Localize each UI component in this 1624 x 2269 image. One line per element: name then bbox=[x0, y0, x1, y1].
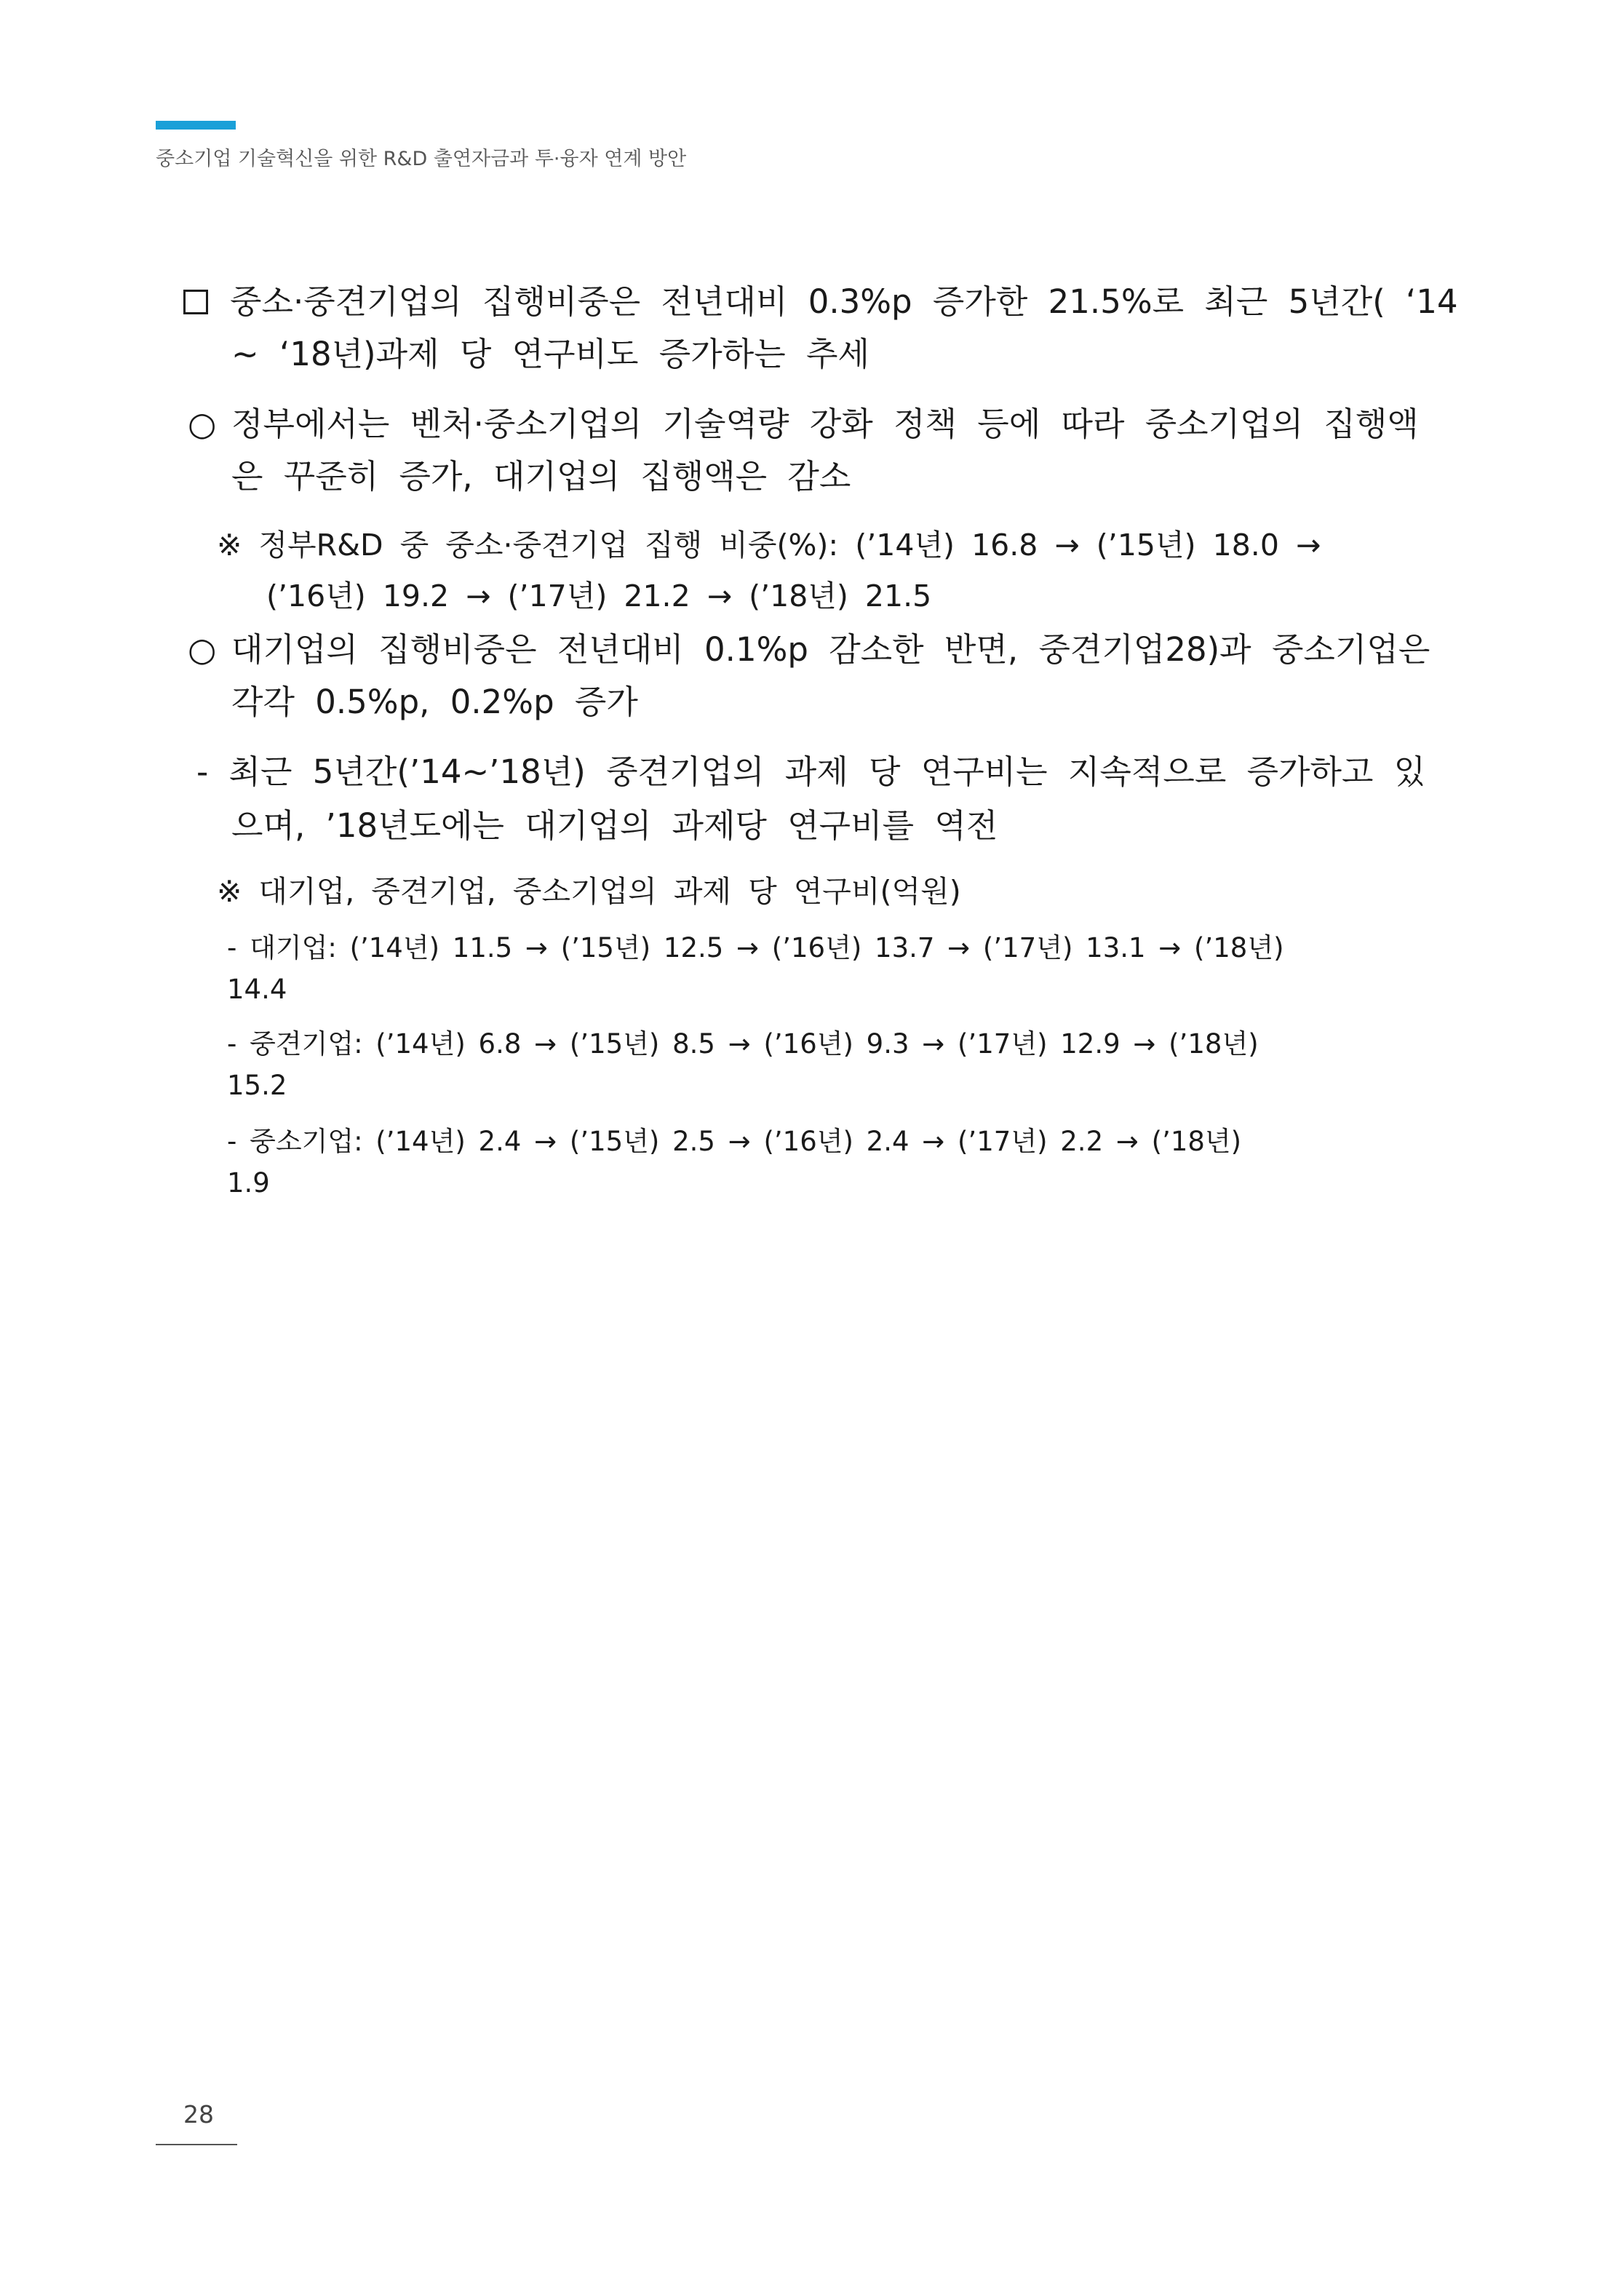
note-2-mid-firm-line-2: 15.2 bbox=[227, 1070, 287, 1101]
paragraph-heading-text-1: 중소·중견기업의 집행비중은 전년대비 0.3%p 증가한 21.5%로 최근 5년간( ‘14 bbox=[230, 282, 1458, 321]
dash-item-line-1: - 최근 5년간(’14~’18년) 중견기업의 과제 당 연구비는 지속적으로 증가하고 있 bbox=[196, 752, 1426, 791]
note-1-line-2: (’16년) 19.2 → (’17년) 21.2 → (’18년) 21.5 bbox=[266, 579, 932, 613]
note-2-small-firm-line-1: - 중소기업: (’14년) 2.4 → (’15년) 2.5 → (’16년) 2.4 → (’17년) 2.2 → (’18년) bbox=[227, 1126, 1242, 1157]
paragraph-heading-line-1 bbox=[183, 275, 1458, 322]
header-accent-bar bbox=[156, 121, 236, 130]
bullet-2-text-1: 대기업의 집행비중은 전년대비 0.1%p 감소한 반면, 중견기업28)과 중소기업은 bbox=[231, 630, 1430, 669]
note-2-mid-firm-line-1: - 중견기업: (’14년) 6.8 → (’15년) 8.5 → (’16년) 9.3 → (’17년) 12.9 → (’18년) bbox=[227, 1028, 1259, 1060]
note-2-heading: ※ 대기업, 중견기업, 중소기업의 과제 당 연구비(억원) bbox=[217, 874, 961, 909]
bullet-2-line-1 bbox=[188, 623, 1430, 670]
running-title: 중소기업 기술혁신을 위한 R&D 출연자금과 투·융자 연계 방안 bbox=[156, 148, 687, 170]
bullet-1-line-1 bbox=[188, 397, 1419, 445]
paragraph-heading-line-2: ~ ‘18년)과제 당 연구비도 증가하는 추세 bbox=[231, 335, 869, 373]
note-2-large-firm-line-1: - 대기업: (’14년) 11.5 → (’15년) 12.5 → (’16년) 13.7 → (’17년) 13.1 → (’18년) bbox=[227, 932, 1284, 963]
bullet-1-text-1: 정부에서는 벤처·중소기업의 기술역량 강화 정책 등에 따라 중소기업의 집행액 bbox=[231, 405, 1419, 443]
footer-rule bbox=[156, 2144, 237, 2145]
page-number: 28 bbox=[183, 2100, 214, 2129]
note-2-large-firm-line-2: 14.4 bbox=[227, 974, 287, 1005]
bullet-2-line-2: 각각 0.5%p, 0.2%p 증가 bbox=[231, 683, 638, 721]
checkbox-square-icon bbox=[183, 290, 208, 314]
circle-bullet-icon: ○ bbox=[188, 405, 217, 443]
note-1-line-1: ※ 정부R&D 중 중소·중견기업 집행 비중(%): (’14년) 16.8 → (’15년) 18.0 → bbox=[217, 528, 1321, 563]
note-2-small-firm-line-2: 1.9 bbox=[227, 1167, 270, 1199]
circle-bullet-icon: ○ bbox=[188, 630, 217, 669]
bullet-1-line-2: 은 꾸준히 증가, 대기업의 집행액은 감소 bbox=[231, 457, 851, 496]
dash-item-line-2: 으며, ’18년도에는 대기업의 과제당 연구비를 역전 bbox=[231, 806, 998, 845]
